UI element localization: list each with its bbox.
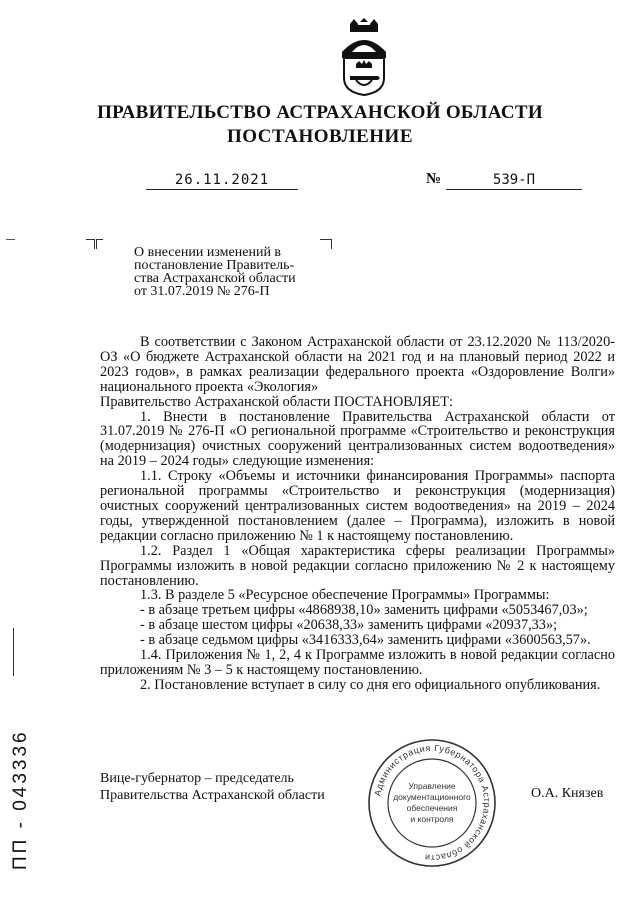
document-type: ПОСТАНОВЛЕНИЕ [226, 126, 414, 147]
stamp-ring-text: Администрация Губернатора Астраханской области [372, 742, 493, 864]
paragraph-1-3-item: - в абзаце третьем цифры «4868938,10» заменить цифрами «5053467,03»; [140, 602, 588, 619]
preamble-paragraph: В соответствии с Законом Астраханской области от 23.12.2020 № 113/2020-ОЗ «О бюджете Астраханской области на 2021 год и на плановый период 2022 и 2023 годов», в рамках реализации федерального проекта «Оздоровление Волги» национального проекта «Экология» [100, 334, 615, 395]
form-serial-number: ПП - 043336 [10, 729, 31, 870]
paragraph-1-3-item: - в абзаце шестом цифры «20638,33» заменить цифрами «20937,33»; [140, 617, 558, 634]
document-number: 539-П [446, 172, 582, 190]
stamp-inner-line: Управление [408, 781, 456, 791]
paragraph-1: 1. Внести в постановление Правительства Астраханской области от 31.07.2019 № 276-П «О региональной программе «Строительство и реконструкция (модернизация) очистных сооружений централизованных систем водоотведения» на 2019 – 2024 годы» следующие изменения: [100, 408, 615, 470]
position-line: Вице-губернатор – председатель [100, 771, 294, 786]
document-subject [134, 246, 324, 298]
subject-corner-left-mark [86, 239, 95, 249]
paragraph-1-1: 1.1. Строку «Объемы и источники финансирования Программы» паспорта региональной программы «Строительство и реконструкция (модернизация) очистных сооружений централизованных систем водоотведения» на 2019 – 2024 годы, утвержденной постановлением (далее – Программа), изложить в новой редакции согласно приложению № 1 к настоящему постановлению. [100, 468, 615, 544]
stamp-inner-line: документационного [393, 792, 471, 802]
paragraph-1-2: 1.2. Раздел 1 «Общая характеристика сферы реализации Программы» Программы изложить в новой редакции согласно приложению № 2 к настоящему постановлению. [100, 542, 615, 589]
paragraph-1-3-item: - в абзаце седьмом цифры «3416333,64» заменить цифрами «3600563,57». [140, 632, 591, 649]
subject-line: ства Астраханской области [134, 271, 296, 286]
stamp-inner-line: обеспечения [406, 803, 458, 813]
margin-line [13, 628, 14, 676]
resolves-line: Правительство Астраханской области ПОСТАНОВЛЯЕТ: [100, 393, 453, 410]
paragraph-1-4: 1.4. Приложения № 1, 2, 4 к Программе изложить в новой редакции согласно приложениям № 3 – 5 к настоящему постановлению. [100, 647, 615, 678]
paragraph-1-3: 1.3. В разделе 5 «Ресурсное обеспечение Программы» Программы: [140, 587, 550, 604]
document-body [100, 335, 615, 693]
document-date: 26.11.2021 [146, 172, 298, 190]
number-label: № [426, 171, 442, 187]
signatory-name: О.А. Князев [531, 786, 604, 801]
signatory-position [100, 770, 325, 804]
subject-line: постановление Правитель- [134, 258, 295, 273]
paragraph-2: 2. Постановление вступает в силу со дня его официального опубликования. [140, 676, 601, 693]
position-line: Правительства Астраханской области [100, 788, 325, 803]
subject-line: О внесении изменений в [134, 245, 282, 260]
subject-line: от 31.07.2019 № 276-П [134, 284, 270, 299]
registration-stamp [364, 735, 500, 871]
stamp-inner-line: и контроля [410, 814, 454, 824]
government-title: ПРАВИТЕЛЬСТВО АСТРАХАНСКОЙ ОБЛАСТИ [97, 102, 543, 123]
coat-of-arms-emblem [338, 18, 390, 96]
margin-mark [6, 239, 15, 240]
subject-corner-left-mark-2 [96, 239, 103, 249]
